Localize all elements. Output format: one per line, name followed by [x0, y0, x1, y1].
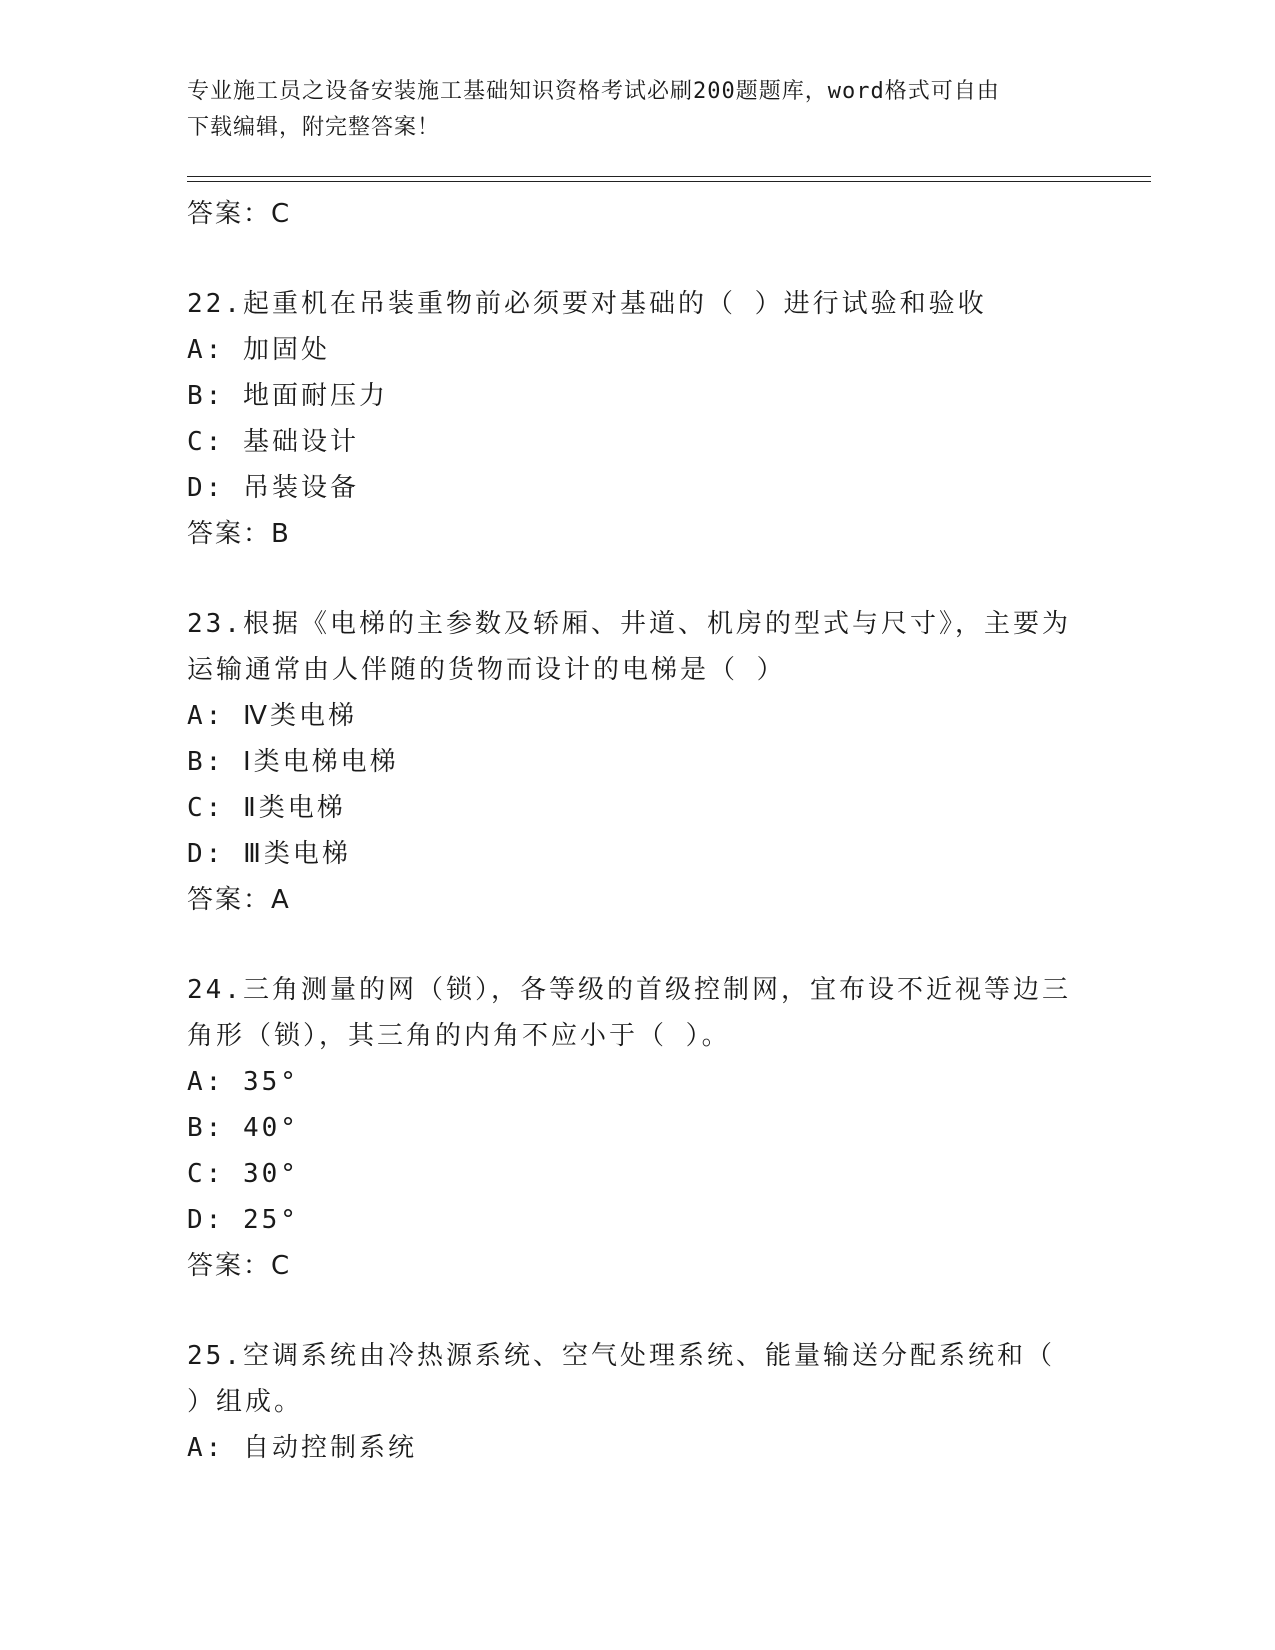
question-title-line-2: 运输通常由人伴随的货物而设计的电梯是（ ） — [187, 655, 786, 685]
option-d: D: 吊装设备 — [187, 473, 359, 503]
option-a: A: Ⅳ类电梯 — [187, 701, 357, 731]
option-b: B: 地面耐压力 — [187, 381, 388, 411]
option-d: D: 25° — [187, 1205, 299, 1235]
question-list — [187, 191, 1087, 1471]
document-header — [187, 74, 1067, 146]
option-a: A: 35° — [187, 1067, 299, 1097]
header-line-2: 下载编辑，附完整答案！ — [187, 115, 441, 140]
option-d: D: Ⅲ类电梯 — [187, 839, 351, 869]
question-25 — [187, 1333, 1087, 1471]
header-divider-top — [187, 176, 1151, 177]
question-title: 22.起重机在吊装重物前必须要对基础的（ ）进行试验和验收 — [187, 289, 987, 319]
question-22 — [187, 281, 1087, 557]
answer-line: 答案：A — [187, 885, 291, 915]
question-title-line-2: 角形（锁），其三角的内角不应小于（ ）。 — [187, 1021, 731, 1051]
previous-answer: 答案：C — [187, 199, 292, 229]
option-b: B: Ⅰ类电梯电梯 — [187, 747, 399, 777]
question-title-line-1: 25.空调系统由冷热源系统、空气处理系统、能量输送分配系统和（ — [187, 1341, 1055, 1371]
answer-line: 答案：B — [187, 519, 291, 549]
option-a: A: 加固处 — [187, 335, 330, 365]
answer-line: 答案：C — [187, 1251, 292, 1281]
question-24 — [187, 967, 1087, 1289]
option-c: C: Ⅱ类电梯 — [187, 793, 346, 823]
header-line-1: 专业施工员之设备安装施工基础知识资格考试必刷200题题库，word格式可自由 — [187, 79, 1000, 104]
question-title-line-1: 23.根据《电梯的主参数及轿厢、井道、机房的型式与尺寸》，主要为 — [187, 609, 1071, 639]
question-title-line-1: 24.三角测量的网（锁），各等级的首级控制网，宜布设不近视等边三 — [187, 975, 1071, 1005]
option-c: C: 30° — [187, 1159, 299, 1189]
header-divider-bottom — [187, 181, 1151, 182]
question-title-line-2: ）组成。 — [187, 1387, 304, 1417]
option-c: C: 基础设计 — [187, 427, 359, 457]
question-23 — [187, 601, 1087, 923]
option-b: B: 40° — [187, 1113, 299, 1143]
option-a: A: 自动控制系统 — [187, 1433, 417, 1463]
